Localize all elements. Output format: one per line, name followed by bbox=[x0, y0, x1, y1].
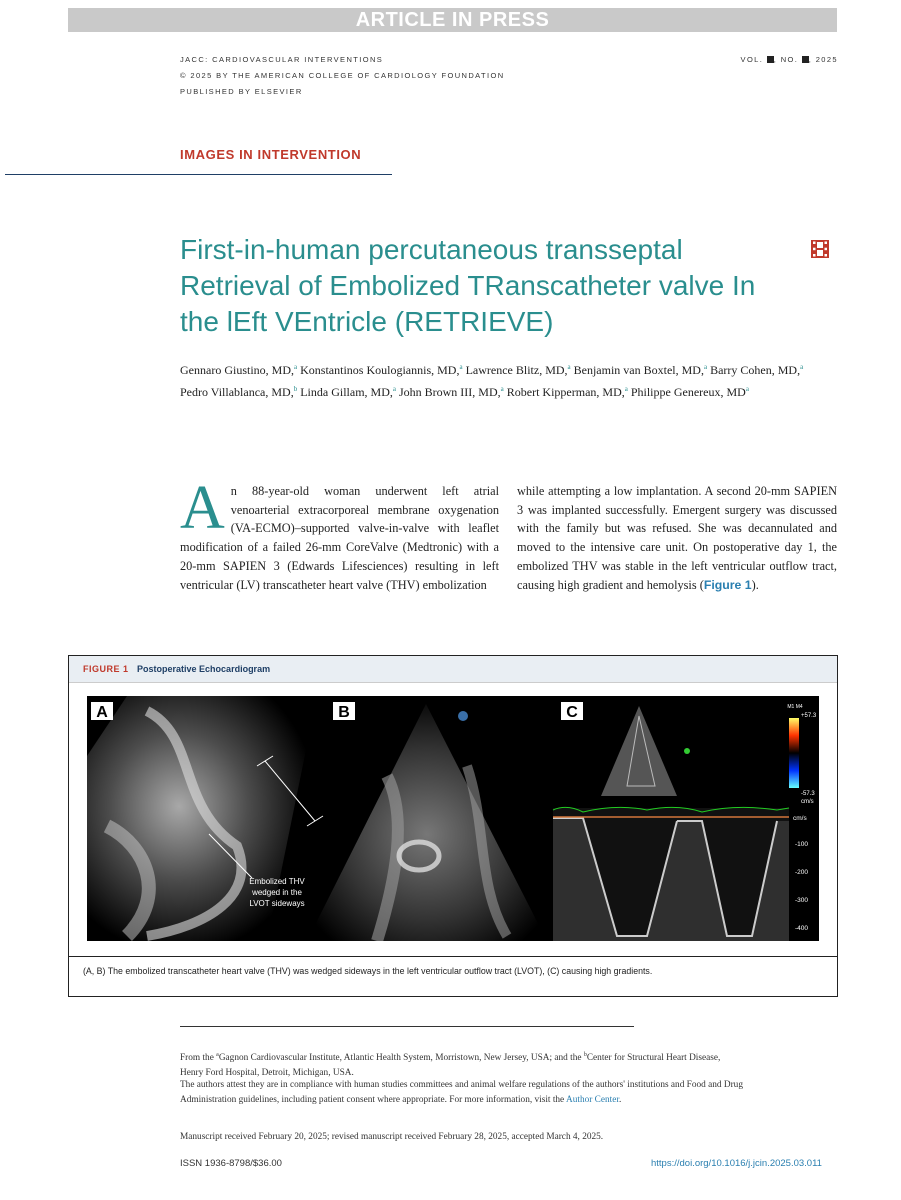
doppler-tick: -200 bbox=[795, 869, 809, 876]
affil-sup-b: b bbox=[583, 1052, 587, 1058]
journal-name: JACC: CARDIOVASCULAR INTERVENTIONS bbox=[180, 55, 384, 64]
section-heading: IMAGES IN INTERVENTION bbox=[180, 147, 362, 162]
body-column-1 bbox=[180, 474, 499, 594]
scale-unit-label: cm/s bbox=[801, 799, 814, 805]
doppler-tick: -100 bbox=[795, 841, 809, 848]
panel-label-b: B bbox=[338, 704, 350, 721]
section-divider bbox=[5, 174, 392, 175]
affil-text: Center for Structural Heart Disease, Henry Ford Hospital, Detroit, Michigan, USA. bbox=[180, 1053, 721, 1078]
color-scale bbox=[789, 718, 799, 788]
author-affiliation-sup: a bbox=[392, 384, 396, 393]
figure-1 bbox=[68, 655, 838, 997]
scale-max-label: +57.3 bbox=[801, 713, 817, 719]
author-name: Pedro Villablanca, MD, bbox=[180, 384, 294, 399]
author-name: Barry Cohen, MD, bbox=[710, 363, 801, 377]
footnote-rule bbox=[180, 1026, 634, 1027]
body-text-1: n 88-year-old woman underwent left atrial venoarterial extracorporeal membrane oxygenation (VA-ECMO)–supported valve-in-valve with leaflet modification of a failed 26-mm CoreValve (Medtronic) with a 20-mm SAPIEN 3 (Edwards Lifesciences) resulting in left ventricular (LV) transcatheter heart valve (THV) embolization bbox=[180, 484, 499, 592]
panel-c bbox=[553, 702, 817, 941]
redacted-square bbox=[802, 56, 809, 63]
article-title: First-in-human percutaneous transseptal Retrieval of Embolized TRanscatheter valve In the lEft VEntricle (RETRIEVE) bbox=[180, 234, 756, 337]
article-in-press-banner: ARTICLE IN PRESS bbox=[68, 8, 837, 32]
author-affiliation-sup: a bbox=[745, 384, 749, 393]
year-label: , 2025 bbox=[808, 55, 838, 64]
doppler-tick: -400 bbox=[795, 925, 809, 932]
publisher-line: PUBLISHED BY ELSEVIER bbox=[180, 87, 303, 96]
issn: ISSN 1936-8798/$36.00 bbox=[180, 1158, 282, 1169]
panel-b bbox=[307, 702, 547, 941]
affil-text: From the bbox=[180, 1053, 217, 1064]
author-list bbox=[180, 358, 820, 401]
figure-1-link[interactable]: Figure 1 bbox=[703, 577, 752, 592]
author-name: Konstantinos Koulogiannis, MD, bbox=[300, 363, 460, 377]
figure-title: Postoperative Echocardiogram bbox=[137, 664, 271, 674]
figure-caption: (A, B) The embolized transcatheter heart valve (THV) was wedged sideways in the left ventricular outflow tract (LVOT), (C) causing high gradients. bbox=[69, 956, 837, 985]
body-text-2: while attempting a low implantation. A second 20-mm SAPIEN 3 was implanted successfully. Emergent surgery was discussed with the family but was refused. She was decannulated and moved to the intensive care unit. On postoperative day 1, the embolized THV was stable in the left ventricular outflow tract, causing high gradient and hemolysis ( bbox=[517, 484, 837, 592]
author-center-link[interactable]: Author Center bbox=[566, 1094, 619, 1105]
affiliations-footnote bbox=[180, 1048, 745, 1080]
drop-cap: A bbox=[180, 474, 225, 542]
author-affiliation-sup: a bbox=[500, 384, 504, 393]
compliance-footnote: The authors attest they are in compliance with human studies committees and animal welfare regulations of the authors' institutions and Food and Drug Administration guidelines, including patient consent where appropriate. For more information, visit the Author Center. bbox=[180, 1080, 743, 1105]
author-name: Linda Gillam, MD, bbox=[300, 384, 393, 399]
author-name: Philippe Genereux, MD bbox=[630, 384, 746, 399]
copyright-line: © 2025 BY THE AMERICAN COLLEGE OF CARDIOLOGY FOUNDATION bbox=[180, 71, 505, 80]
redacted-square bbox=[767, 56, 774, 63]
doppler-unit: cm/s bbox=[793, 815, 807, 822]
author-affiliation-sup: a bbox=[703, 363, 708, 371]
panel-label-a: A bbox=[96, 704, 108, 721]
figure-number: FIGURE 1 bbox=[83, 664, 129, 674]
affil-text: Gagnon Cardiovascular Institute, Atlantic Health System, Morristown, New Jersey, USA; and the bbox=[218, 1053, 584, 1064]
vol-label: VOL. bbox=[740, 55, 764, 64]
echocardiogram-image bbox=[87, 696, 819, 941]
author-name: John Brown III, MD, bbox=[398, 384, 501, 399]
scale-min-label: -57.3 bbox=[801, 791, 815, 797]
volume-info bbox=[741, 52, 838, 68]
panel-label-c: C bbox=[566, 704, 578, 721]
affil-sup-a: a bbox=[216, 1052, 219, 1058]
no-label: , NO. bbox=[773, 55, 799, 64]
figure-header bbox=[69, 656, 837, 683]
doppler-tick: -300 bbox=[795, 897, 809, 904]
figure-annotation: Embolized THV wedged in the LVOT sideways bbox=[249, 877, 305, 908]
author-name: Lawrence Blitz, MD, bbox=[465, 363, 568, 377]
journal-header bbox=[180, 52, 505, 100]
author-affiliation-sup: a bbox=[800, 363, 804, 371]
author-affiliation-sup: a bbox=[294, 363, 298, 371]
author-name: Gennaro Giustino, MD, bbox=[180, 363, 294, 377]
video-film-icon[interactable] bbox=[811, 240, 829, 258]
manuscript-dates: Manuscript received February 20, 2025; revised manuscript received February 28, 2025, accepted March 4, 2025. bbox=[180, 1132, 604, 1142]
panel-a bbox=[87, 696, 323, 941]
author-affiliation-sup: a bbox=[459, 363, 463, 371]
author-affiliation-sup: a bbox=[567, 363, 571, 371]
author-affiliation-sup: a bbox=[624, 384, 628, 393]
body-text-2-end: ). bbox=[751, 577, 759, 592]
scale-top-label: M1 M4 bbox=[787, 704, 803, 710]
doi-link[interactable]: https://doi.org/10.1016/j.jcin.2025.03.011 bbox=[651, 1158, 822, 1169]
author-affiliation-sup: b bbox=[293, 384, 298, 393]
compliance-text: The authors attest they are in compliance with human studies committees and animal welfare regulations of the authors' institutions and Food and Drug Administration guidelines, including patient consent where appropriate. For more information, visit the bbox=[180, 1080, 743, 1105]
body-column-2 bbox=[517, 482, 837, 594]
author-name: Benjamin van Boxtel, MD, bbox=[573, 363, 704, 377]
author-name: Robert Kipperman, MD, bbox=[506, 384, 625, 399]
